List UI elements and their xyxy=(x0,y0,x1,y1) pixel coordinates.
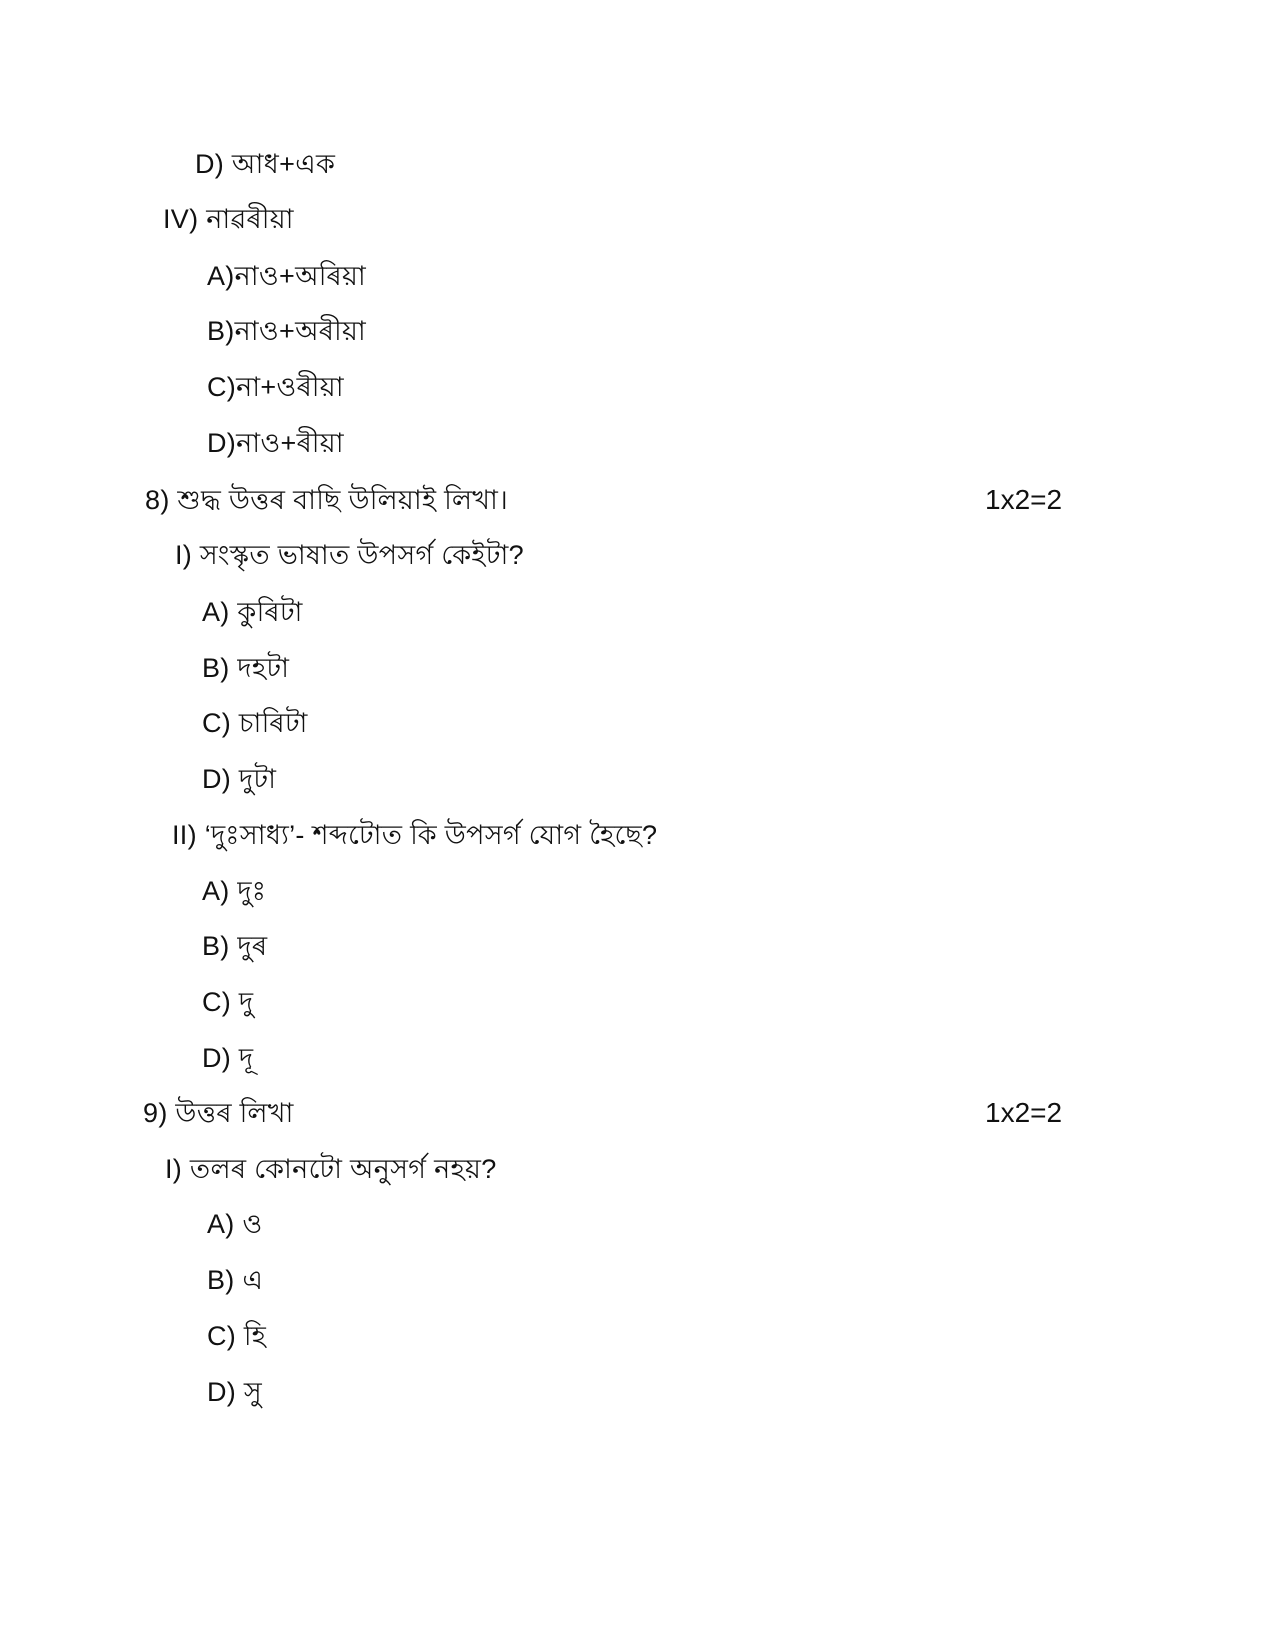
prev-question-option-d: D) আধ+এক xyxy=(195,149,336,179)
subq-iv-option-b: B)নাও+অৰীয়া xyxy=(207,316,367,346)
q9-subq-i-option-d: D) সু xyxy=(207,1377,263,1407)
q9-marks-value: 1x2=2 xyxy=(985,1097,1063,1128)
q9-subq-i-option-a: A) ও xyxy=(207,1209,263,1239)
q8-heading: 8) শুদ্ধ উত্তৰ বাছি উলিয়াই লিখা। xyxy=(145,485,509,515)
q8-subq-ii-heading: II) ‘দুঃসাধ্য’- শব্দটোত কি উপসৰ্গ যোগ হৈছে? xyxy=(172,820,658,850)
q9-subq-i-option-b: B) এ xyxy=(207,1265,264,1295)
q8-subq-ii-option-c: C) দু xyxy=(202,987,254,1017)
subq-iv-option-a: A)নাও+অৰিয়া xyxy=(207,261,367,291)
subq-iv-option-d: D)নাও+ৰীয়া xyxy=(207,428,344,458)
subq-iv-option-c: C)না+ওৰীয়া xyxy=(207,372,344,402)
q8-subq-i-option-d: D) দুটা xyxy=(202,764,277,794)
q8-subq-i-option-c: C) চাৰিটা xyxy=(202,708,308,738)
q8-subq-ii-option-d: D) দূ xyxy=(202,1043,254,1073)
q8-subq-i-option-a: A) কুৰিটা xyxy=(202,597,303,627)
q9-subq-i-option-c: C) হি xyxy=(207,1321,267,1351)
q8-subq-i-heading: I) সংস্কৃত ভাষাত উপসৰ্গ কেইটা? xyxy=(175,540,524,570)
subq-iv-heading: IV) নাৱৰীয়া xyxy=(163,204,294,234)
q8-subq-ii-option-b: B) দুৰ xyxy=(202,931,268,961)
q9-subq-i-heading: I) তলৰ কোনটো অনুসৰ্গ নহয়? xyxy=(165,1154,497,1184)
q9-heading: 9) উত্তৰ লিখা xyxy=(143,1098,294,1128)
q8-subq-ii-option-a: A) দুঃ xyxy=(202,876,267,906)
q8-subq-i-option-b: B) দহটা xyxy=(202,653,290,683)
q8-marks-value: 1x2=2 xyxy=(985,484,1063,515)
